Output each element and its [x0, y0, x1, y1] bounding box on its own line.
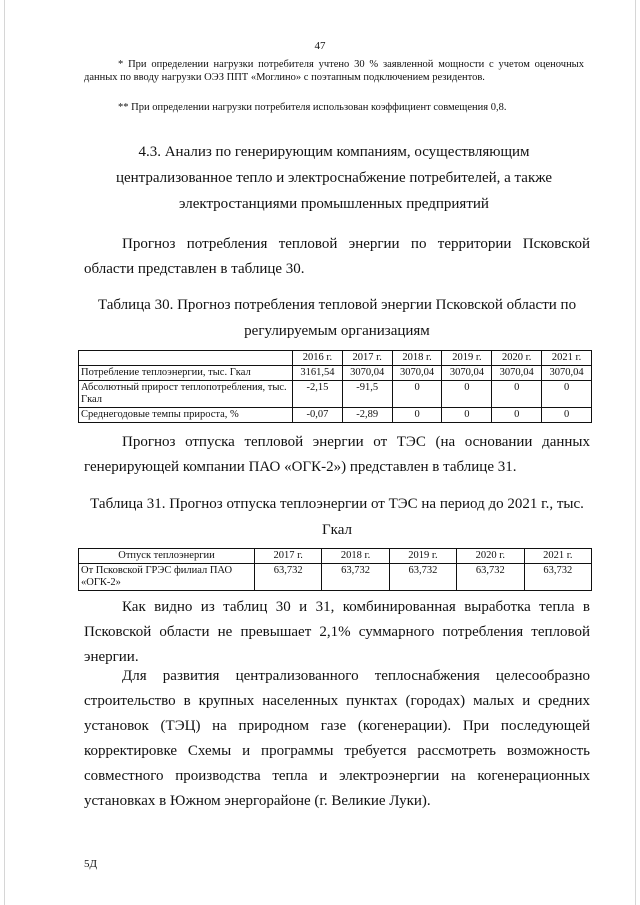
table-cell: -2,89	[342, 408, 392, 423]
table30-header-cell: 2017 г.	[342, 351, 392, 366]
table-30	[78, 350, 592, 423]
table-cell: 0	[442, 381, 492, 408]
table-cell: 0	[542, 408, 592, 423]
page-number: 47	[314, 40, 326, 52]
table-cell: 3070,04	[342, 366, 392, 381]
table-cell-label: Среднегодовые темпы прироста, %	[79, 408, 293, 423]
table31-header-row	[79, 549, 592, 564]
table30-header-cell: 2020 г.	[492, 351, 542, 366]
table-cell: 63,732	[389, 564, 456, 591]
table-row	[79, 408, 592, 423]
table-cell: 3070,04	[542, 366, 592, 381]
table31-header-cell: 2020 г.	[457, 549, 524, 564]
table30-header-cell: 2016 г.	[293, 351, 343, 366]
table-cell-label: От Псковской ГРЭС филиал ПАО «ОГК-2»	[79, 564, 255, 591]
table-cell: 63,732	[524, 564, 591, 591]
table30-header-cell: 2019 г.	[442, 351, 492, 366]
table-cell: 0	[442, 408, 492, 423]
table30-header-row	[79, 351, 592, 366]
table-cell: -0,07	[293, 408, 343, 423]
table-row	[79, 381, 592, 408]
table30-header-cell	[79, 351, 293, 366]
paragraph-2: Прогноз отпуска тепловой энергии от ТЭС (на основании данных генерирующей компании ПАО «ОГК-2») представлен в таблице 31.	[84, 434, 590, 475]
table-cell: 0	[492, 381, 542, 408]
footnote-1: * При определении нагрузки потребителя учтено 30 % заявленной мощности с учетом оценочных данных по вводу нагрузки ОЭЗ ППТ «Моглино» с поэтапным подключением резидентов.	[84, 59, 584, 83]
table-row	[79, 564, 592, 591]
table-cell: 0	[542, 381, 592, 408]
table-cell: 0	[492, 408, 542, 423]
table30-header-cell: 2018 г.	[392, 351, 442, 366]
table-cell-label: Абсолютный прирост теплопотребления, тыс. Гкал	[79, 381, 293, 408]
table-cell: 63,732	[322, 564, 389, 591]
table-cell: 63,732	[255, 564, 322, 591]
paragraph-1: Прогноз потребления тепловой энергии по территории Псковской области представлен в таблице 30.	[84, 236, 590, 277]
table31-header-cell: 2021 г.	[524, 549, 591, 564]
table-cell: 0	[392, 408, 442, 423]
table31-header-cell: Отпуск теплоэнергии	[79, 549, 255, 564]
table30-caption: Таблица 30. Прогноз потребления тепловой энергии Псковской области по регулируемым организациям	[97, 297, 577, 339]
table-cell: 3070,04	[442, 366, 492, 381]
table-cell-label: Потребление теплоэнергии, тыс. Гкал	[79, 366, 293, 381]
table31-caption: Таблица 31. Прогноз отпуска теплоэнергии от ТЭС на период до 2021 г., тыс. Гкал	[90, 496, 584, 538]
table-cell: 63,732	[457, 564, 524, 591]
table-cell: -91,5	[342, 381, 392, 408]
paragraph-3: Как видно из таблиц 30 и 31, комбинированная выработка тепла в Псковской области не превышает 2,1% суммарного потребления тепловой энергии.	[84, 599, 590, 665]
footnote-2: ** При определении нагрузки потребителя использован коэффициент совмещения 0,8.	[118, 102, 507, 113]
document-code: 5Д	[84, 858, 98, 870]
paragraph-4: Для развития централизованного теплоснабжения целесообразно строительство в крупных населенных пунктах (городах) малых и средних установок (ТЭЦ) на природном газе (когенерации). При последующей корректировке Схемы и программы требуется рассмотреть возможность совместного производства тепла и электроэнергии на когенерационных установках в Южном энергорайоне (г. Великие Луки).	[84, 668, 590, 809]
table-cell: 3161,54	[293, 366, 343, 381]
table-cell: 0	[392, 381, 442, 408]
scan-edge-right	[635, 0, 636, 905]
table31-header-cell: 2017 г.	[255, 549, 322, 564]
table-31	[78, 548, 592, 591]
table-cell: 3070,04	[492, 366, 542, 381]
table30-header-cell: 2021 г.	[542, 351, 592, 366]
table31-header-cell: 2018 г.	[322, 549, 389, 564]
table-row	[79, 366, 592, 381]
table31-header-cell: 2019 г.	[389, 549, 456, 564]
table-cell: -2,15	[293, 381, 343, 408]
scan-edge-left	[4, 0, 5, 905]
table-cell: 3070,04	[392, 366, 442, 381]
section-heading: 4.3. Анализ по генерирующим компаниям, осуществляющим централизованное тепло и электроснабжение потребителей, а также электростанциями промышленных предприятий	[115, 144, 553, 212]
